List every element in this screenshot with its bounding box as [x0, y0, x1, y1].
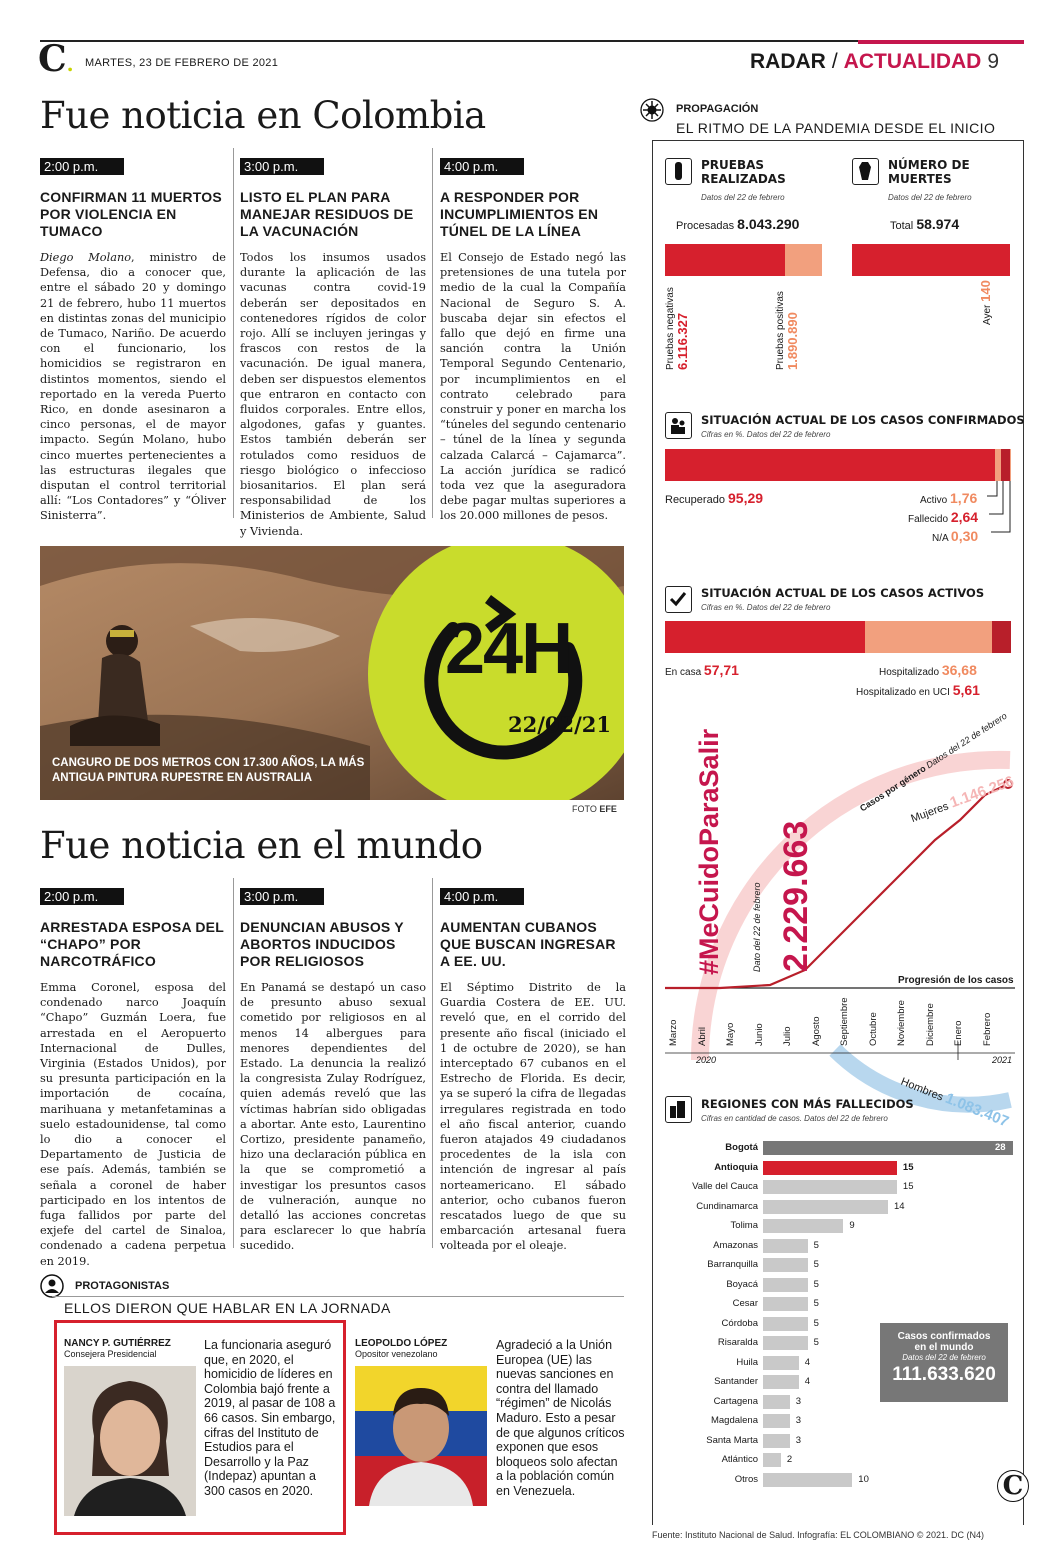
- time-badge: 2:00 p.m.: [40, 158, 124, 175]
- time-badge: 2:00 p.m.: [40, 888, 124, 905]
- news-body: El Séptimo Distrito de la Guardia Costera de EE. UU. reveló que, en el corrido del presente año fiscal (iniciado el 1 de octubre de 2020), se han interceptado 67 cubanos en el Estrecho de Florida. Es decir, ya se superó la cifra de llegadas irregulares registrada en todo el año fiscal anterior, cuando fueron atajados 49 ciudadanos procedentes de la isla con intención de ingresar al país norteamericano. El sábado anterior, ocho cubanos fueron rescatados luego de que su embarcación artesanal fuera volteada por el oleaje.: [440, 981, 626, 1253]
- region-bar: [763, 1414, 790, 1428]
- region-row: [660, 1472, 1020, 1488]
- region-value: 3: [795, 1415, 802, 1426]
- news-item: [40, 158, 226, 524]
- person-role: Opositor venezolano: [355, 1349, 438, 1359]
- hero-caption: CANGURO DE DOS METROS CON 17.300 AÑOS, LA MÁS ANTIGUA PINTURA RUPESTRE EN AUSTRALIA: [52, 757, 365, 784]
- pruebas-title: PRUEBAS REALIZADAS: [701, 158, 786, 186]
- issue-date: MARTES, 23 DE FEBRERO DE 2021: [85, 57, 279, 69]
- region-bar: [763, 1161, 897, 1175]
- people-icon: [665, 412, 692, 439]
- activos-title: SITUACIÓN ACTUAL DE LOS CASOS ACTIVOS: [701, 586, 985, 600]
- news-body: En Panamá se destapó un caso de presunto abuso sexual cometido por religiosos en al menos 14 albergues para menores dependientes del Estado. La denuncia la realizó la congresista Zulay Rodríguez, quien además reveló que las víctimas habrían sido obligadas a abortar. Ante esto, Laurentino Cortizo, presidente panameño, hizo una declaración pública en la que se comprometió a investigar los presuntos casos de vulneración, aunque no detalló las acciones concretas para esclarecer lo que habría sucedido.: [240, 981, 426, 1253]
- news-headline: CONFIRMAN 11 MUERTOS POR VIOLENCIA EN TUMACO: [40, 189, 222, 239]
- person-name: NANCY P. GUTIÉRREZ: [64, 1338, 171, 1349]
- page-number: 9: [987, 50, 1000, 73]
- year-2021: 2021: [992, 1055, 1013, 1065]
- hero-photo: [40, 546, 624, 800]
- region-value: 4: [804, 1376, 810, 1387]
- confirmados-sub: Cifras en %. Datos del 22 de febrero: [701, 430, 831, 439]
- news-headline: A RESPONDER POR INCUMPLIMIENTOS EN TÚNEL DE LA LÍNEA: [440, 189, 599, 239]
- column-divider: [233, 148, 234, 518]
- time-badge: 3:00 p.m.: [240, 888, 324, 905]
- person-quote: La funcionaria aseguró que, en 2020, el homicidio de líderes en Colombia bajó frente a 2019, al pasar de 108 a 66 casos. Sin embargo, cifras del Instituto de Estudios para el Desarrollo y la Paz (Indepaz) apuntan a 300 casos en 2020.: [204, 1338, 336, 1498]
- region-bar: [763, 1239, 808, 1253]
- region-value: 2: [786, 1454, 793, 1465]
- region-bar: [763, 1278, 808, 1292]
- time-badge: 4:00 p.m.: [440, 158, 524, 175]
- column-divider: [432, 878, 433, 1248]
- mujeres-label: Mujeres 1.146.256: [909, 772, 1017, 826]
- world-cases-box: Casos confirmados en el mundo Datos del 22 de febrero 111.633.620: [880, 1323, 1008, 1402]
- region-name: Antioquia: [714, 1161, 758, 1173]
- person-name: LEOPOLDO LÓPEZ: [355, 1338, 448, 1349]
- region-value: 3: [795, 1434, 802, 1446]
- region-value: 5: [813, 1239, 819, 1251]
- region-name: Bogotá: [725, 1142, 758, 1153]
- news-body: El Consejo de Estado negó las pretensiones de una tutela por medio de la cual la Compañía Nacional de Seguro S. A. buscaba dejar sin efectos el fallo que dejó en firme una sanción contra la Unión Temporal Segundo Centenario, por incumplimientos en el contrato celebrado para construir y poner en marcha los “túneles del segundo centenario – túnel de la línea y segunda calzada Calarcá – Cajamarca”. La acción jurídica se radicó toda vez que la aseguradora debe pagar multas superiores a los 20.000 millones de pesos.: [440, 251, 626, 523]
- muertes-date: Datos del 22 de febrero: [888, 193, 972, 202]
- activos-casa: En casa 57,71: [665, 662, 739, 678]
- region-value: 10: [858, 1473, 869, 1485]
- confirmados-recuperado: Recuperado 95,29: [665, 490, 764, 506]
- bar-casa: [665, 621, 865, 653]
- muertes-ayer-label: Ayer 140: [978, 280, 993, 325]
- pruebas-positive-bar: [785, 244, 822, 276]
- month-label: Septiembre: [839, 997, 850, 1046]
- colombia-heading: Fue noticia en Colombia: [40, 94, 486, 137]
- region-name: Barranquilla: [707, 1259, 758, 1270]
- pruebas-total: Procesadas 8.043.290: [676, 216, 800, 232]
- time-badge: 3:00 p.m.: [240, 158, 324, 175]
- region-row: [660, 1160, 1020, 1176]
- muertes-total: Total 58.974: [890, 216, 960, 232]
- region-row: [660, 1433, 1020, 1449]
- month-label: Noviembre: [896, 1000, 907, 1046]
- news-headline: LISTO EL PLAN PARA MANEJAR RESIDUOS DE LA VACUNACIÓN: [240, 189, 414, 239]
- pruebas-negative-bar: [665, 244, 785, 276]
- muertes-bar: [852, 244, 1010, 276]
- region-value: 28: [995, 1142, 1006, 1153]
- region-bar: [763, 1180, 897, 1194]
- region-name: Magdalena: [710, 1415, 758, 1426]
- month-label: Julio: [782, 1026, 793, 1046]
- activos-sub: Cifras en %. Datos del 22 de febrero: [701, 603, 831, 612]
- activos-hospitalizado: Hospitalizado 36,68: [879, 662, 977, 678]
- bar-recuperado: [665, 449, 995, 481]
- news-headline: ARRESTADA ESPOSA DEL “CHAPO” POR NARCOTRÁFICO: [40, 919, 224, 969]
- region-row: [660, 1277, 1020, 1293]
- region-name: Córdoba: [721, 1317, 758, 1329]
- region-row: [660, 1296, 1020, 1312]
- region-name: Huila: [736, 1356, 758, 1368]
- region-value: 15: [902, 1161, 914, 1173]
- region-bar: [763, 1297, 808, 1311]
- news-item: [440, 158, 626, 524]
- month-label: Octubre: [867, 1012, 879, 1046]
- news-headline: DENUNCIAN ABUSOS Y ABORTOS INDUCIDOS POR RELIGIOSOS: [240, 919, 404, 969]
- regiones-sub: Cifras en cantidad de casos. Datos del 22 de febrero: [701, 1114, 888, 1123]
- gender-title: Casos por género Datos del 22 de febrero: [858, 710, 1009, 814]
- month-label: Enero: [953, 1020, 964, 1046]
- region-bar: [763, 1141, 1013, 1155]
- time-badge: 4:00 p.m.: [440, 888, 524, 905]
- section-name: RADAR: [750, 50, 826, 73]
- activos-uci: Hospitalizado en UCI 5,61: [856, 682, 980, 698]
- bar-na: [1010, 449, 1011, 481]
- confirmados-title: SITUACIÓN ACTUAL DE LOS CASOS CONFIRMADOS: [701, 413, 1025, 427]
- news-body: Emma Coronel, esposa del condenado narco Joaquín “Chapo” Guzmán Loera, fue arrestada en el Aeropuerto Internacional de Dulles, Virginia (Estados Unidos), por su presunta participación en la importación de cocaína, marihuana y metanfetaminas a suelo estadounidense, tal como lo dio a conocer el Departamento de Justicia de ese país. Además, también se señala a coronel de haber participado en los intentos de fuga fallidos por parte del exjefe del cartel de Sinaloa, condenado a cadena perpetua en 2019.: [40, 981, 226, 1268]
- region-row: [660, 1452, 1020, 1468]
- pruebas-date: Datos del 22 de febrero: [701, 193, 785, 202]
- region-row: [660, 1257, 1020, 1273]
- person-icon: [40, 1274, 64, 1298]
- protagonistas-subtitle: ELLOS DIERON QUE HABLAR EN LA JORNADA: [64, 1300, 391, 1316]
- protagonistas-title: PROTAGONISTAS: [75, 1280, 170, 1292]
- 24h-date: 22/02/21: [508, 712, 612, 737]
- region-bar: [763, 1336, 808, 1350]
- region-value: 15: [902, 1181, 914, 1192]
- hombres-label: Hombres 1.083.407: [899, 1075, 1012, 1131]
- region-value: 3: [795, 1395, 802, 1407]
- checklist-icon: [665, 586, 692, 613]
- infographic-kicker: PROPAGACIÓN: [676, 103, 759, 115]
- region-name: Cartagena: [713, 1395, 758, 1407]
- infographic-source: Fuente: Instituto Nacional de Salud. Infografía: EL COLOMBIANO © 2021. DC (N4): [652, 1530, 984, 1540]
- region-bar: [763, 1473, 852, 1487]
- region-row: [660, 1140, 1020, 1156]
- progresion-axis-title: Progresión de los casos: [898, 975, 1014, 986]
- infographic-logo: C: [997, 1470, 1029, 1502]
- coffin-icon: [852, 158, 879, 185]
- section-label: RADAR / ACTUALIDAD 9: [750, 50, 1000, 73]
- region-name: Santander: [714, 1376, 758, 1387]
- region-name: Tolima: [730, 1220, 758, 1231]
- region-bar: [763, 1356, 799, 1370]
- region-name: Valle del Cauca: [692, 1181, 758, 1192]
- leopoldo-portrait: [355, 1366, 487, 1506]
- protagonistas-rule: [52, 1296, 624, 1297]
- month-label: Diciembre: [924, 1003, 936, 1046]
- bar-fallecido: [1001, 449, 1010, 481]
- region-bar: [763, 1375, 799, 1389]
- casos-total-note: Dato del 22 de febrero: [752, 882, 762, 972]
- muertes-title: NÚMERO DE MUERTES: [888, 158, 970, 186]
- region-bar: [763, 1317, 808, 1331]
- region-row: [660, 1413, 1020, 1429]
- month-label: Febrero: [981, 1012, 993, 1046]
- region-bar: [763, 1219, 843, 1233]
- region-value: 5: [813, 1337, 819, 1348]
- region-row: [660, 1179, 1020, 1195]
- region-bar: [763, 1200, 888, 1214]
- region-name: Santa Marta: [706, 1434, 758, 1446]
- person-quote: Agradeció a la Unión Europea (UE) las nuevas sanciones en contra del llamado “régimen” de Nicolás Maduro. Esto a pesar de que algunos críticos exponen que esos bloqueos solo afectan a la población común en Venezuela.: [496, 1338, 625, 1498]
- news-item: [40, 888, 226, 1269]
- pruebas-negative-label: Pruebas negativas 6.116.327: [665, 287, 690, 370]
- month-label: Marzo: [668, 1019, 679, 1046]
- regiones-title: REGIONES CON MÁS FALLECIDOS: [701, 1097, 914, 1111]
- news-item: [240, 888, 426, 1254]
- confirmados-bar: [665, 449, 1011, 481]
- column-divider: [432, 148, 433, 518]
- news-item: [440, 888, 626, 1254]
- region-bar: [763, 1258, 808, 1272]
- region-bar: [763, 1434, 790, 1448]
- region-value: 14: [894, 1200, 905, 1212]
- pruebas-positive-label: Pruebas positivas 1.890.890: [775, 291, 800, 370]
- region-name: Amazonas: [713, 1239, 758, 1251]
- region-value: 5: [813, 1278, 819, 1290]
- confirmados-activo: Activo 1,76: [920, 490, 978, 506]
- person-card: [64, 1338, 204, 1359]
- region-bar: [763, 1395, 790, 1409]
- subsection-name: ACTUALIDAD: [843, 50, 982, 73]
- buildings-icon: [665, 1096, 692, 1123]
- person-card: [355, 1338, 495, 1359]
- region-value: 4: [804, 1356, 810, 1368]
- month-label: Junio: [753, 1023, 765, 1046]
- person-role: Consejera Presidencial: [64, 1349, 157, 1359]
- region-value: 5: [813, 1259, 819, 1270]
- news-body: Todos los insumos usados durante la aplicación de las vacunas contra covid-19 deberán ser depositados en contenedores rígidos de color rojo. Allí se incluyen jeringas y frascos con restos de la vacunación. De igual manera, deben ser dispuestos elementos que entraron en contacto con fluidos corporales. Entre ellos, algodones, gafas y guantes. Estos también deberán ser rotulados como residuos de riesgo biológico o infeccioso biosanitarios. El plan será responsabilidad de los Ministerios de Ambiente, Salud y Vivienda.: [240, 251, 426, 538]
- confirmados-fallecido: Fallecido 2,64: [908, 509, 979, 525]
- region-value: 9: [849, 1220, 855, 1231]
- virus-icon: [640, 98, 664, 122]
- 24h-text: 24H: [445, 609, 572, 689]
- region-name: Atlántico: [721, 1454, 758, 1465]
- month-label: Abril: [696, 1026, 708, 1046]
- region-name: Risaralda: [717, 1337, 758, 1348]
- test-tube-icon: [665, 158, 692, 185]
- casos-total: 2.229.663: [777, 820, 815, 972]
- infographic-title: EL RITMO DE LA PANDEMIA DESDE EL INICIO: [676, 120, 996, 136]
- column-divider: [233, 878, 234, 1248]
- activos-bar: [665, 621, 1011, 653]
- region-bar: [763, 1453, 781, 1467]
- region-name: Cesar: [732, 1298, 758, 1309]
- hashtag: #MeCuidoParaSalir: [694, 728, 724, 975]
- year-2020: 2020: [696, 1055, 717, 1065]
- confirmados-leaders: [985, 478, 1015, 538]
- newspaper-logo: C.: [38, 38, 74, 80]
- region-row: [660, 1238, 1020, 1254]
- region-row: [660, 1199, 1020, 1215]
- confirmados-na: N/A 0,30: [932, 528, 979, 544]
- news-headline: AUMENTAN CUBANOS QUE BUSCAN INGRESAR A EE. UU.: [440, 919, 616, 969]
- section-accent-bar: [858, 40, 1024, 44]
- region-name: Otros: [734, 1473, 758, 1485]
- photo-credit: FOTO EFE: [572, 804, 617, 814]
- bar-uci: [992, 621, 1011, 653]
- month-label: Mayo: [725, 1022, 736, 1046]
- region-value: 5: [813, 1298, 819, 1309]
- mundo-heading: Fue noticia en el mundo: [40, 824, 483, 867]
- region-name: Boyacá: [726, 1278, 758, 1290]
- news-body: Diego Molano, ministro de Defensa, dio a conocer que, entre el sábado 20 y domingo 21 de febrero, hubo 11 muertos en distintas zonas del municipio de Tumaco, Nariño. De acuerdo con el funcionario, los homicidios se registraron en distintos momentos, siendo el reportado en la vereda Puerto Rico, en donde asesinaron a cinco personas, el de mayor impacto. Según Molano, hubo cinco muertes pertenecientes a las estructuras ilegales que disputan el control territorial allí: “Los Contadores” y “Óliver Sinisterra”.: [40, 251, 226, 523]
- month-label: Agosto: [810, 1016, 822, 1046]
- region-name: Cundinamarca: [696, 1200, 758, 1212]
- news-item: [240, 158, 426, 539]
- world-cases-value: 111.633.620: [892, 1364, 996, 1385]
- bar-hospitalizado: [865, 621, 992, 653]
- region-row: [660, 1218, 1020, 1234]
- region-value: 5: [813, 1317, 819, 1329]
- nancy-portrait: [64, 1366, 196, 1516]
